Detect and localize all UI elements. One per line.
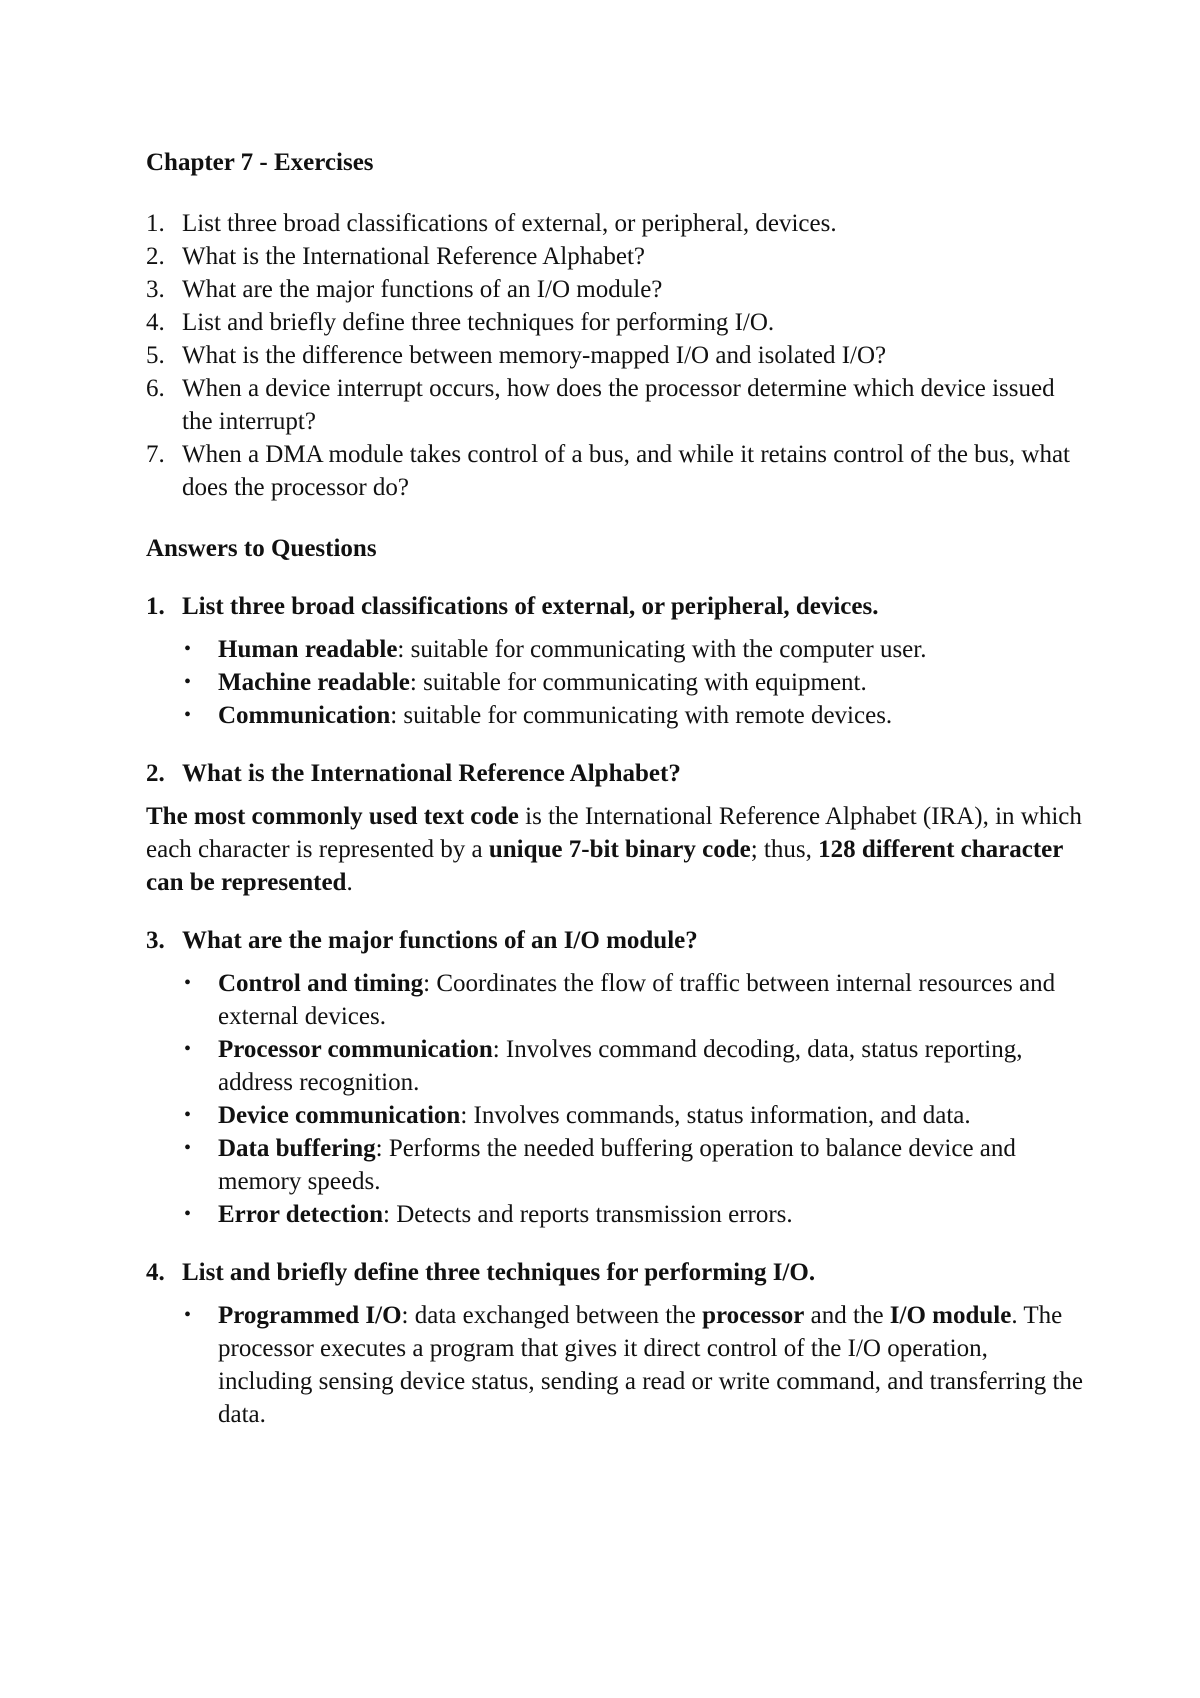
exercise-text: What is the difference between memory-mapped I/O and isolated I/O? bbox=[182, 342, 887, 369]
exercise-text: List three broad classifications of external, or peripheral, devices. bbox=[182, 210, 837, 237]
bullet-icon: • bbox=[184, 1304, 192, 1326]
answer-bullet bbox=[146, 1299, 1086, 1431]
bullet-icon: • bbox=[184, 1203, 192, 1225]
answers-heading: Answers to Questions bbox=[146, 535, 377, 562]
exercise-text: List and briefly define three techniques for performing I/O. bbox=[182, 309, 775, 336]
emphasis-text: processor bbox=[702, 1302, 805, 1329]
answer-question-text: What is the International Reference Alphabet? bbox=[182, 760, 681, 787]
bullet-term: Control and timing bbox=[218, 970, 424, 997]
exercise-number: 2. bbox=[146, 243, 165, 270]
bullet-text: : Detects and reports transmission errors. bbox=[383, 1201, 793, 1228]
exercise-number: 6. bbox=[146, 375, 165, 402]
exercise-number: 4. bbox=[146, 309, 165, 336]
answer-bullet-list bbox=[146, 967, 1086, 1231]
answer-bullet-list bbox=[146, 633, 1086, 732]
bullet-term: Human readable bbox=[218, 636, 398, 663]
exercise-item bbox=[146, 240, 1086, 273]
exercise-number: 1. bbox=[146, 210, 165, 237]
exercise-item bbox=[146, 438, 1086, 504]
exercise-item bbox=[146, 372, 1086, 438]
paragraph-text: is the International Reference Alphabet (IRA), in which each character is represented by a bbox=[146, 803, 1082, 863]
answer-bullet bbox=[146, 1198, 1086, 1231]
exercise-item bbox=[146, 306, 1086, 339]
document-content bbox=[146, 146, 1086, 1456]
answer-bullet bbox=[146, 699, 1086, 732]
answer-bullet bbox=[146, 1132, 1086, 1198]
bullet-text: : Involves command decoding, data, status reporting, address recognition. bbox=[218, 1036, 1023, 1096]
bullet-icon: • bbox=[184, 704, 192, 726]
answer-bullet bbox=[146, 1099, 1086, 1132]
bullet-icon: • bbox=[184, 671, 192, 693]
bullet-icon: • bbox=[184, 638, 192, 660]
emphasis-text: unique 7-bit binary code bbox=[488, 836, 751, 863]
answer-question-text: List three broad classifications of external, or peripheral, devices. bbox=[182, 593, 879, 620]
bullet-icon: • bbox=[184, 1137, 192, 1159]
bullet-icon: • bbox=[184, 1104, 192, 1126]
bullet-term: Data buffering bbox=[218, 1135, 376, 1162]
bullet-term: Communication bbox=[218, 702, 391, 729]
answer-number: 4. bbox=[146, 1259, 165, 1286]
emphasis-text: The most commonly used text code bbox=[146, 803, 519, 830]
bullet-text: : Involves commands, status information, and data. bbox=[460, 1102, 971, 1129]
answer-question bbox=[146, 590, 1086, 623]
bullet-text: : Performs the needed buffering operation to balance device and memory speeds. bbox=[218, 1135, 1016, 1195]
answer-bullet bbox=[146, 666, 1086, 699]
bullet-term: Processor communication bbox=[218, 1036, 493, 1063]
answer-bullet bbox=[146, 967, 1086, 1033]
answer-question-text: What are the major functions of an I/O module? bbox=[182, 927, 698, 954]
bullet-term: Device communication bbox=[218, 1102, 461, 1129]
bullet-text: and the bbox=[804, 1302, 890, 1329]
answer-question bbox=[146, 757, 1086, 790]
exercise-item bbox=[146, 273, 1086, 306]
answer-question-text: List and briefly define three techniques for performing I/O. bbox=[182, 1259, 816, 1286]
bullet-text: . The processor executes a program that gives it direct control of the I/O operation, including sensing device status, sending a read or write command, and transferring the data. bbox=[218, 1302, 1084, 1428]
emphasis-text: 128 different character can be represented bbox=[146, 836, 1063, 896]
answer-bullet bbox=[146, 633, 1086, 666]
answer-question bbox=[146, 1256, 1086, 1289]
answer-number: 2. bbox=[146, 760, 165, 787]
bullet-term: Error detection bbox=[218, 1201, 384, 1228]
answer-paragraph bbox=[146, 800, 1086, 899]
exercise-text: What is the International Reference Alphabet? bbox=[182, 243, 645, 270]
bullet-text: : data exchanged between the bbox=[401, 1302, 703, 1329]
bullet-text: : Coordinates the flow of traffic between internal resources and external devices. bbox=[218, 970, 1056, 1030]
answer-number: 1. bbox=[146, 593, 165, 620]
exercise-number: 5. bbox=[146, 342, 165, 369]
paragraph-text: . bbox=[346, 869, 353, 896]
answer-question bbox=[146, 924, 1086, 957]
paragraph-text: ; thus, bbox=[750, 836, 819, 863]
exercise-item bbox=[146, 207, 1086, 240]
emphasis-text: I/O module bbox=[889, 1302, 1012, 1329]
exercise-item bbox=[146, 339, 1086, 372]
bullet-term: Programmed I/O bbox=[218, 1302, 402, 1329]
exercise-text: When a DMA module takes control of a bus, and while it retains control of the bus, what does the processor do? bbox=[182, 441, 1070, 501]
answer-number: 3. bbox=[146, 927, 165, 954]
exercise-list bbox=[146, 207, 1086, 504]
exercise-text: When a device interrupt occurs, how does the processor determine which device issued the interrupt? bbox=[182, 375, 1055, 435]
bullet-term: Machine readable bbox=[218, 669, 410, 696]
exercise-number: 7. bbox=[146, 441, 165, 468]
bullet-icon: • bbox=[184, 972, 192, 994]
answer-bullet-list bbox=[146, 1299, 1086, 1431]
bullet-text: : suitable for communicating with remote devices. bbox=[390, 702, 893, 729]
answer-bullet bbox=[146, 1033, 1086, 1099]
bullet-text: : suitable for communicating with the computer user. bbox=[397, 636, 927, 663]
exercise-number: 3. bbox=[146, 276, 165, 303]
exercise-text: What are the major functions of an I/O module? bbox=[182, 276, 663, 303]
bullet-icon: • bbox=[184, 1038, 192, 1060]
page-title: Chapter 7 - Exercises bbox=[146, 149, 374, 176]
bullet-text: : suitable for communicating with equipment. bbox=[409, 669, 867, 696]
